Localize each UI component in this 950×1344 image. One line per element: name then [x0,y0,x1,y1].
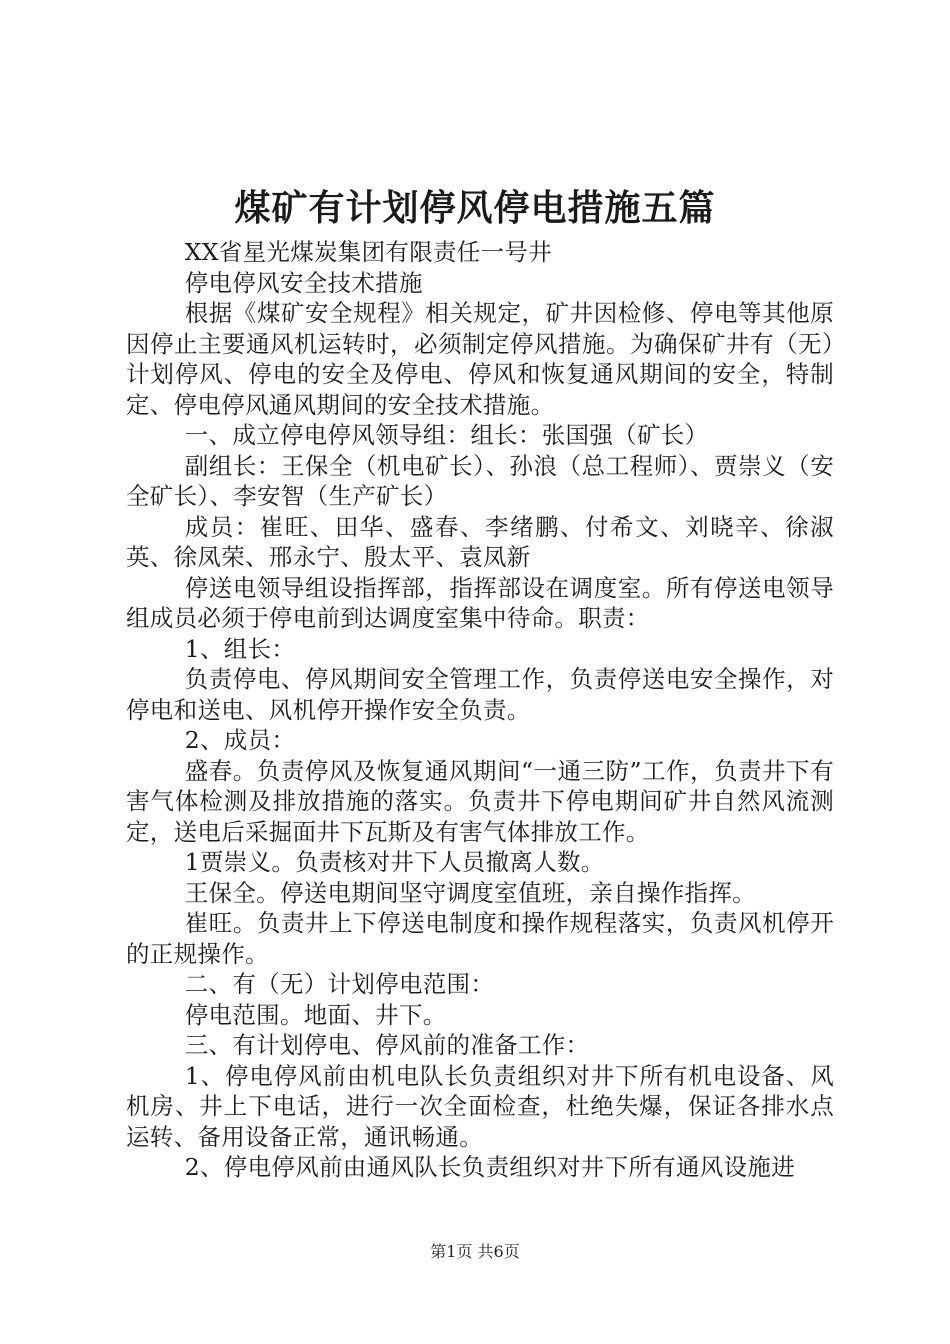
paragraph: 停送电领导组设指挥部，指挥部设在调度室。所有停送电领导组成员必须于停电前到达调度室集中待命。职责： [126,573,834,632]
paragraph: 停电停风安全技术措施 [184,268,423,297]
document-title: 煤矿有计划停风停电措施五篇 [234,188,716,229]
paragraph: 负责停电、停风期间安全管理工作，负责停送电安全操作，对停电和送电、风机停开操作安全负责。 [126,665,834,724]
paragraph: 2、成员： [184,726,296,754]
paragraph: 停电范围。地面、井下。 [184,1000,447,1029]
paragraph: 二、有（无）计划停电范围： [184,970,495,998]
paragraph: 1贾崇义。负责核对井下人员撤离人数。 [184,848,605,876]
paragraph: 崔旺。负责井上下停送电制度和操作规程落实，负责风机停开的正规操作。 [126,909,834,968]
paragraph: XX省星光煤炭集团有限责任一号井 [184,238,553,266]
paragraph: 成员：崔旺、田华、盛春、李绪鹏、付希文、刘晓辛、徐淑英、徐凤荣、邢永宁、殷太平、袁凤新 [126,512,834,571]
paragraph: 王保全。停送电期间坚守调度室值班，亲自操作指挥。 [184,878,756,907]
document-body [126,237,834,1183]
paragraph: 副组长：王保全（机电矿长）、孙浪（总工程师）、贾崇义（安全矿长）、李安智（生产矿长） [126,451,834,510]
paragraph: 1、组长： [184,634,296,663]
paragraph: 1、停电停风前由机电队长负责组织对井下所有机电设备、风机房、井上下电话，进行一次全面检查，杜绝失爆，保证各排水点运转、备用设备正常，通讯畅通。 [126,1061,834,1151]
paragraph: 三、有计划停电、停风前的准备工作： [184,1031,590,1059]
page-number-footer: 第1页 共6页 [430,1242,520,1261]
paragraph: 2、停电停风前由通风队长负责组织对井下所有通风设施进 [184,1153,796,1181]
paragraph: 盛春。负责停风及恢复通风期间“一通三防”工作，负责井下有害气体检测及排放措施的落实。负责井下停电期间矿井自然风流测定，送电后采掘面井下瓦斯及有害气体排放工作。 [126,756,834,846]
paragraph: 一、成立停电停风领导组：组长：张国强（矿长） [184,421,709,449]
paragraph: 根据《煤矿安全规程》相关规定，矿井因检修、停电等其他原因停止主要通风机运转时，必须制定停风措施。为确保矿井有（无）计划停风、停电的安全及停电、停风和恢复通风期间的安全，特制定、停电停风通风期间的安全技术措施。 [126,299,834,419]
